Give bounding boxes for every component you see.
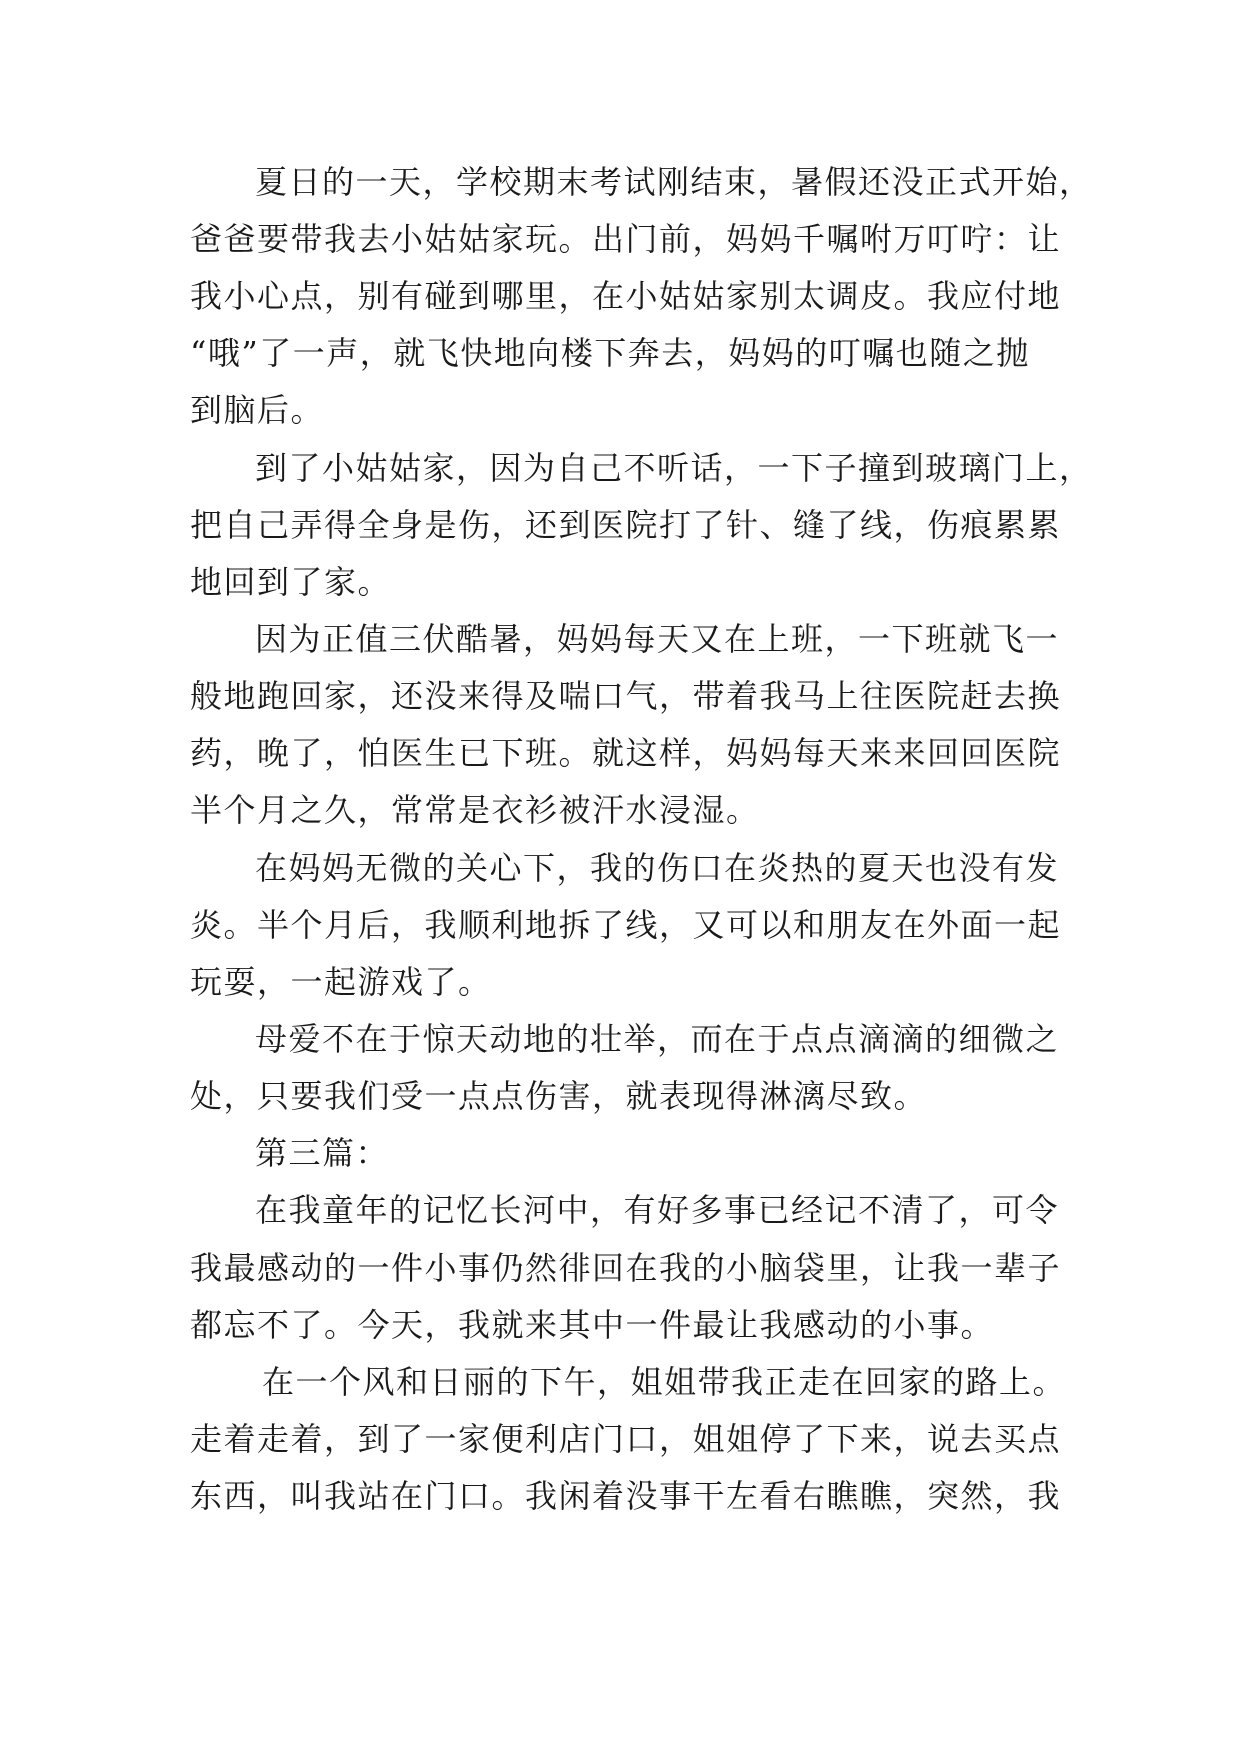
- text-line: 走着走着，到了一家便利店门口，姐姐停了下来，说去买点: [190, 1420, 1062, 1458]
- text-line: 把自己弄得全身是伤，还到医院打了针、缝了线，伤痕累累: [190, 506, 1062, 544]
- text-line: 地回到了家。: [190, 563, 392, 601]
- text-line: 处，只要我们受一点点伤害，就表现得淋漓尽致。: [190, 1077, 928, 1115]
- text-line: 母爱不在于惊天动地的壮举，而在于点点滴滴的细微之: [255, 1020, 1060, 1058]
- text-line: 在一个风和日丽的下午，姐姐带我正走在回家的路上。: [262, 1363, 1067, 1401]
- text-line: 药，晚了，怕医生已下班。就这样，妈妈每天来来回回医院: [190, 734, 1062, 772]
- text-line: 半个月之久，常常是衣衫被汗水浸湿。: [190, 791, 760, 829]
- text-line: 爸爸要带我去小姑姑家玩。出门前，妈妈千嘱咐万叮咛：让: [190, 220, 1062, 258]
- text-line: 因为正值三伏酷暑，妈妈每天又在上班，一下班就飞一: [255, 620, 1060, 658]
- text-line: 在我童年的记忆长河中，有好多事已经记不清了，可令: [255, 1191, 1060, 1229]
- text-line: 夏日的一天，学校期末考试刚结束，暑假还没正式开始，: [255, 163, 1093, 201]
- text-line: 炎。半个月后，我顺利地拆了线，又可以和朋友在外面一起: [190, 906, 1062, 944]
- text-line: 到脑后。: [190, 391, 325, 429]
- text-line: 般地跑回家，还没来得及喘口气，带着我马上往医院赶去换: [190, 677, 1062, 715]
- section-heading: 第三篇：: [255, 1134, 390, 1172]
- text-line: 东西，叫我站在门口。我闲着没事干左看右瞧瞧，突然，我: [190, 1477, 1062, 1515]
- text-line: 到了小姑姑家，因为自己不听话，一下子撞到玻璃门上，: [255, 449, 1093, 487]
- text-line: 我最感动的一件小事仍然徘回在我的小脑袋里，让我一辈子: [190, 1249, 1062, 1287]
- text-line: 我小心点，别有碰到哪里，在小姑姑家别太调皮。我应付地: [190, 277, 1062, 315]
- text-line: 都忘不了。今天，我就来其中一件最让我感动的小事。: [190, 1306, 995, 1344]
- text-line: 玩耍，一起游戏了。: [190, 963, 492, 1001]
- text-line: 在妈妈无微的关心下，我的伤口在炎热的夏天也没有发: [255, 849, 1060, 887]
- text-line: “哦”了一声，就飞快地向楼下奔去，妈妈的叮嘱也随之抛: [190, 334, 1030, 372]
